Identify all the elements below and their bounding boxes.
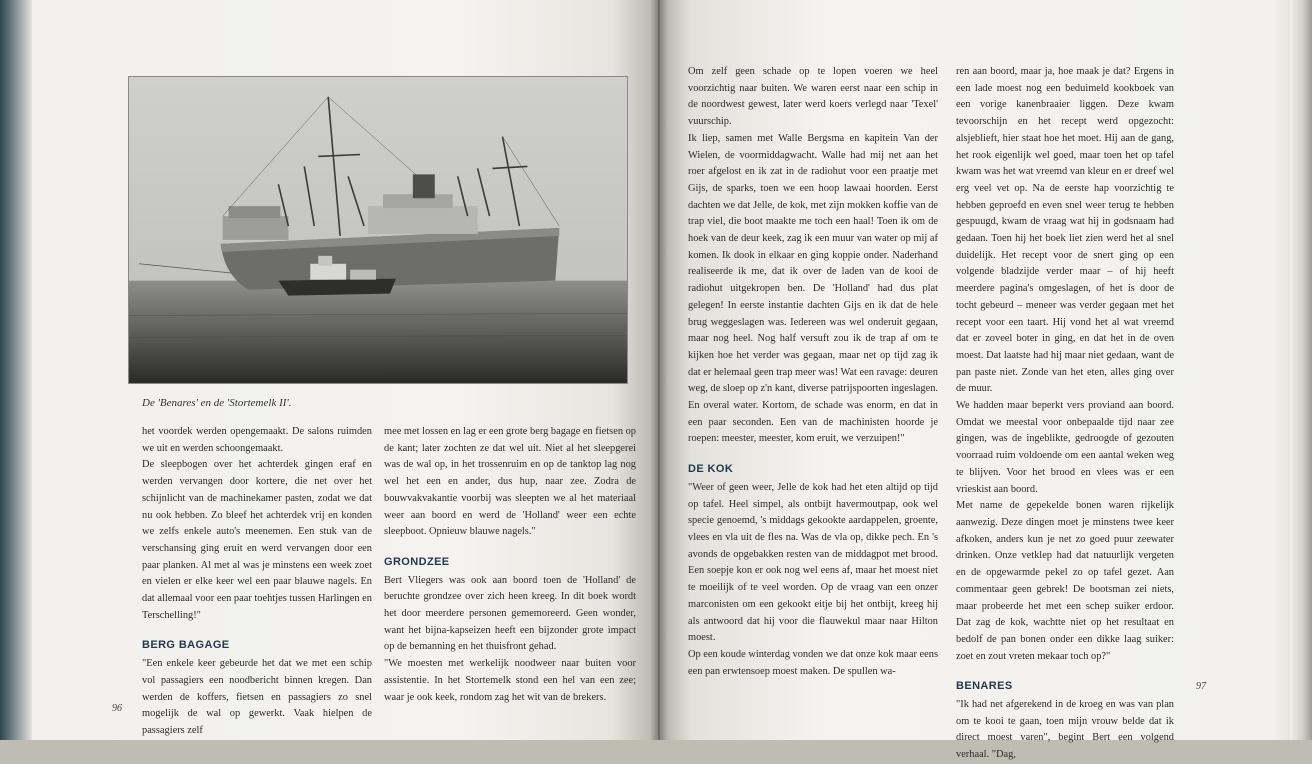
- ship-photo-image: [129, 77, 627, 383]
- paragraph: "We moesten met werkelijk noodweer naar buiten voor assistentie. In het Stortemelk stond een hel van een zee; waar je ook keek, rondom zag het wit van de brekers.: [384, 658, 636, 703]
- paragraph: Op een koude winterdag vonden we dat onze kok maar eens een pan erwtensoep moest maken. De spullen wa-: [688, 648, 938, 677]
- paragraph: Ik liep, samen met Walle Bergsma en kapitein Van der Wielen, de voormiddagwacht. Walle had mij net aan het roer afgelost en ik zat in de radiohut voor een praatje met Gijs, de sparks, toen we een hoop lawaai hoorden. Eerst dachten we dat Jelle, de kok, met zijn mokken koffie van de trap viel, die boot maakte me toch een haal! Toen ik om de hoek van de deur keek, zag ik een muur van water op mij af komen. Ik dook in elkaar en ging koppie onder. Naderhand realiseerde ik me, dat ik over de laden van de kooi de radiohut uitgekropen ben. De 'Holland' had dus plat gelegen! In eerste instantie dachten Gijs en ik dat de hele brug weggeslagen was. Iedereen was wel onderuit gegaan, maar nog heel. Nog half versuft zou ik de trap af om te kijken hoe het verder was gegaan, maar net op tijd zag ik dat er helemaal geen trap meer was! Wat een ravage: deuren weg, de sloep op z'n kant, diverse patrijspoorten ingeslagen. En overal water. Kortom, de schade was enorm, en dat in een paar seconden. Een van de machinisten hoorde je roepen: meester, meester, kom eruit, we verzuipen!": [688, 132, 938, 445]
- right-column-1: [688, 64, 938, 680]
- page-number-left: 96: [112, 703, 122, 714]
- paragraph: mee met lossen en lag er een grote berg bagage en fietsen op de kant; later zochten ze dat wel uit. Niet al het sleepgerei was de wal op, in het trossenruim en op de tanktop lag nog wel het een en ander, dus hup, naar zee. Zodra de bouwvakvakantie voorbij was sleepten we al het materiaal weer aan boord en werd de 'Holland' weer een echte sleepboot. Opnieuw blauwe nagels.": [384, 426, 636, 538]
- paragraph: Met name de gepekelde bonen waren rijkelijk aanwezig. Deze dingen moet je minstens twee keer afkoken, anders kun je net zo goed puur zeewater drinken. Onze vetklep had dat natuurlijk vergeten en de opgewarmde pekel zo op tafel gezet. Aan commentaar geen gebrek! De bootsman zei niets, maar probeerde het met een schep suiker erdoor. Dat zag de kok, wachtte niet op het resultaat en bedolf de pan bonen onder een dikke laag suiker: zoet en zout vreten mekaar toch op?": [956, 500, 1174, 662]
- paragraph: "Weer of geen weer, Jelle de kok had het eten altijd op tijd op tafel. Heel simpel, als ontbijt havermoutpap, ook wel specie genoemd, 's middags gekookte aardappelen, groente, vlees en vla uit de fles na. Was de vla op, dikke pech. En 's avonds de opgebakken resten van de middagpot met brood. Een soepje kon er ook nog wel eens af, maar het moest niet te moeilijk of te veel worden. Op de vraag van een onzer marconisten om een gekookt eitje bij het ontbijt, kreeg hij als antwoord dat hij voor die flauwekul maar naar Hilton moest.: [688, 481, 938, 644]
- paragraph: We hadden maar beperkt vers proviand aan boord. Omdat we meestal voor onbepaalde tijd naar zee gingen, was de ingeblikte, gedroogde of gezouten voorraad ruim voldoende om een aantal weken weg te blijven. Voor het brood en vlees was er een vrieskist aan boord.: [956, 400, 1174, 495]
- book-edge-right: [1290, 0, 1312, 740]
- paragraph: Bert Vliegers was ook aan boord toen de 'Holland' de beruchte grondzee over zich heen kreeg. In dit boek wordt het door meerdere personen gememoreerd. Geen wonder, want het bijna-kapseizen heeft een bijzonder grote impact op de bemanning en het thuisfront gehad.: [384, 574, 636, 653]
- left-column-2: [384, 424, 636, 706]
- right-column-2: [956, 64, 1174, 764]
- paragraph: het voordek werden opengemaakt. De salons ruimden we uit en werden schoongemaakt.: [142, 426, 372, 454]
- page-number-right: 97: [1196, 681, 1206, 692]
- book-gutter: [650, 0, 668, 740]
- section-heading-grondzee: GRONDZEE: [384, 555, 450, 568]
- paragraph: Om zelf geen schade op te lopen voeren we heel voorzichtig naar buiten. We waren eerst naar een schip in de noordwest gewest, later werd koers verlegd naar 'Texel' vuurschip.: [688, 66, 938, 128]
- paragraph: "Een enkele keer gebeurde het dat we met een schip vol passagiers een noodbericht binnen kregen. Dan werden de koffers, fietsen en passagiers zo snel mogelijk de wal op gewerkt. Vaak hielpen de passagiers zelf: [142, 658, 372, 736]
- paragraph: "Ik had net afgerekend in de kroeg en was van plan om te kooi te gaan, toen mijn vrouw belde dat ik direct moest varen", begint Bert een volgend verhaal. "Dag,: [956, 699, 1174, 761]
- section-heading-berg-bagage: BERG BAGAGE: [142, 639, 230, 652]
- book-edge-left: [0, 0, 32, 740]
- photo-caption: De 'Benares' en de 'Stortemelk II'.: [142, 397, 292, 409]
- section-heading-de-kok: DE KOK: [688, 463, 734, 476]
- paragraph: ren aan boord, maar ja, hoe maak je dat? Ergens in een lade moest nog een beduimeld kookboek van een vorige kanenbraaier liggen. Deze kwam tevoorschijn en het recept werd opgezocht: alsjeblieft, hier staat hoe het moet. Hij aan de gang, het rook eigenlijk wel goed, maar toen het op tafel kwam was het wat vreemd van kleur en er dreef wel erg veel vet op. Na de eerste hap voorzichtig te hebben geproefd en even snel weer terug te hebben gespuugd, kwam de vraag wat hij in godsnaam had gedaan. Toen hij het boek liet zien werd het al snel duidelijk. Het recept voor de snert ging op een volgende bladzijde verder maar – of hij heeft meerdere pagina's omgeslagen, of het is door de tocht gebeurd – meneer was verder gegaan met het recept voor een taart. Hij vond het al wat vreemd dat er zoveel boter in ging, en dat het in de oven moest. Dat laatste had hij maar niet gedaan, want de pan paste niet. Zonde van het eten, alles ging over de muur.: [956, 66, 1174, 395]
- left-column-1: [142, 424, 372, 740]
- paragraph: De sleepbogen over het achterdek gingen eraf en werden vervangen door kortere, die net over het schijnlicht van de machinekamer pasten, zodat we dat nu ook hebben. Zo bleef het achterdek vrij en konden we zelfs enkele auto's meenemen. Een stuk van de verschansing ging eruit en werd vervangen door een paar planken. Al met al was je minstens een week zoet en vielen er elke keer wel een paar blauwe nagels. En dat allemaal voor een paar toehtjes tussen Harlingen en Terschelling!": [142, 459, 372, 621]
- ship-photo: [128, 76, 628, 384]
- section-heading-benares: BENARES: [956, 680, 1013, 693]
